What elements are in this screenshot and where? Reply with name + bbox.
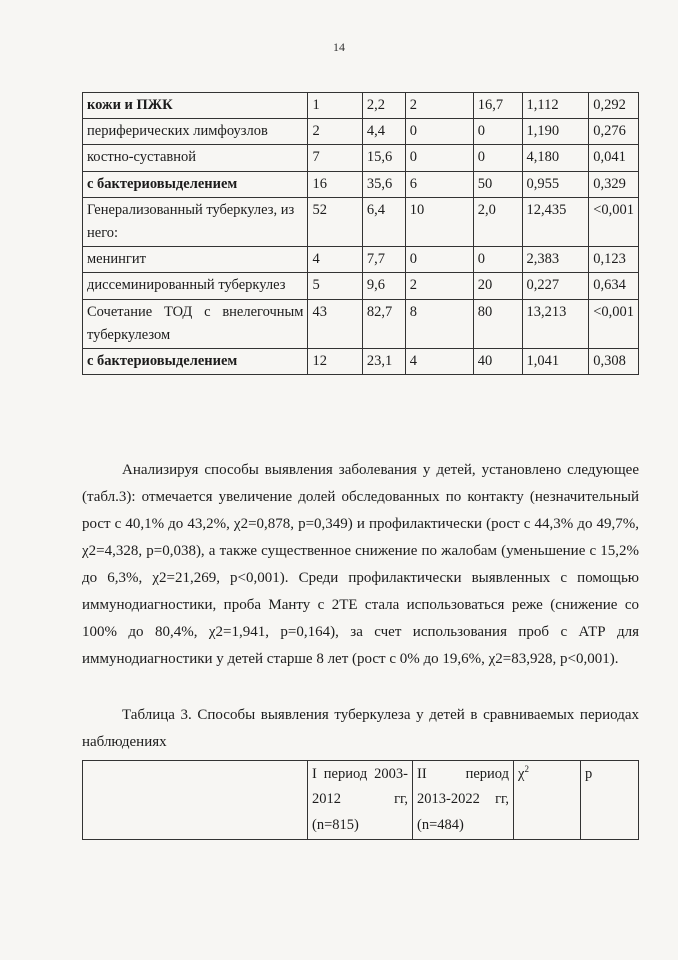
row-value-c1: 2 <box>308 119 362 145</box>
table-row <box>83 247 639 273</box>
row-value-c3: 0 <box>405 145 473 171</box>
row-label: диссеминированный туберкулез <box>83 273 308 299</box>
row-value-c2: 82,7 <box>362 299 405 348</box>
row-value-c3: 8 <box>405 299 473 348</box>
row-value-c3: 10 <box>405 197 473 246</box>
row-value-c1: 43 <box>308 299 362 348</box>
caption-text: Таблица 3. Способы выявления туберкулеза у детей в сравниваемых периодах наблюдениях <box>82 707 639 750</box>
table-3-chi-square <box>514 761 581 840</box>
chi-superscript: 2 <box>524 764 529 775</box>
row-label: Сочетание ТОД с внелегочным туберкулезом <box>83 299 308 348</box>
row-value-c5: 1,041 <box>522 348 589 374</box>
table-row <box>83 348 639 374</box>
row-value-c4: 2,0 <box>473 197 522 246</box>
row-value-c6: 0,041 <box>589 145 639 171</box>
row-value-c1: 1 <box>308 93 362 119</box>
row-value-c5: 1,190 <box>522 119 589 145</box>
row-value-c1: 16 <box>308 171 362 197</box>
table-row <box>83 171 639 197</box>
table-3-header-row <box>83 761 639 840</box>
row-value-c3: 2 <box>405 93 473 119</box>
row-value-c6: 0,634 <box>589 273 639 299</box>
table-3-p: p <box>581 761 639 840</box>
row-value-c3: 2 <box>405 273 473 299</box>
row-value-c2: 23,1 <box>362 348 405 374</box>
row-label: с бактериовыделением <box>83 348 308 374</box>
row-label: кожи и ПЖК <box>83 93 308 119</box>
row-value-c4: 80 <box>473 299 522 348</box>
table-row <box>83 299 639 348</box>
row-value-c4: 40 <box>473 348 522 374</box>
table-caption <box>82 702 639 756</box>
row-value-c1: 12 <box>308 348 362 374</box>
row-value-c6: <0,001 <box>589 197 639 246</box>
row-value-c4: 20 <box>473 273 522 299</box>
row-value-c3: 4 <box>405 348 473 374</box>
row-value-c6: 0,276 <box>589 119 639 145</box>
row-value-c6: 0,308 <box>589 348 639 374</box>
data-table <box>82 92 639 375</box>
row-value-c2: 9,6 <box>362 273 405 299</box>
row-value-c2: 2,2 <box>362 93 405 119</box>
table-row <box>83 93 639 119</box>
row-value-c4: 0 <box>473 145 522 171</box>
row-value-c4: 0 <box>473 119 522 145</box>
row-value-c5: 0,955 <box>522 171 589 197</box>
table-row <box>83 197 639 246</box>
row-value-c5: 0,227 <box>522 273 589 299</box>
row-value-c5: 13,213 <box>522 299 589 348</box>
row-value-c6: 0,329 <box>589 171 639 197</box>
row-value-c6: 0,123 <box>589 247 639 273</box>
row-value-c6: 0,292 <box>589 93 639 119</box>
table-3-empty-cell <box>83 761 308 840</box>
row-value-c2: 15,6 <box>362 145 405 171</box>
table-row <box>83 145 639 171</box>
row-value-c4: 0 <box>473 247 522 273</box>
row-value-c2: 35,6 <box>362 171 405 197</box>
row-value-c5: 1,112 <box>522 93 589 119</box>
chi-symbol: χ <box>518 766 525 782</box>
row-label: периферических лимфоузлов <box>83 119 308 145</box>
row-value-c5: 12,435 <box>522 197 589 246</box>
row-label: менингит <box>83 247 308 273</box>
row-label: Генерализованный туберкулез, из него: <box>83 197 308 246</box>
row-value-c6: <0,001 <box>589 299 639 348</box>
row-value-c3: 0 <box>405 119 473 145</box>
row-value-c5: 4,180 <box>522 145 589 171</box>
body-paragraph <box>82 457 639 673</box>
row-value-c2: 6,4 <box>362 197 405 246</box>
table-3 <box>82 760 639 840</box>
row-value-c5: 2,383 <box>522 247 589 273</box>
row-value-c1: 7 <box>308 145 362 171</box>
row-value-c4: 50 <box>473 171 522 197</box>
row-value-c2: 4,4 <box>362 119 405 145</box>
row-label: костно-суставной <box>83 145 308 171</box>
row-value-c2: 7,7 <box>362 247 405 273</box>
table-3-period-1: I период 2003-2012 гг, (n=815) <box>308 761 413 840</box>
row-label: с бактериовыделением <box>83 171 308 197</box>
table-row <box>83 119 639 145</box>
table-row <box>83 273 639 299</box>
row-value-c1: 52 <box>308 197 362 246</box>
table-3-period-2: II период 2013-2022 гг, (n=484) <box>413 761 514 840</box>
row-value-c1: 4 <box>308 247 362 273</box>
row-value-c3: 6 <box>405 171 473 197</box>
page-number: 14 <box>333 40 345 54</box>
paragraph-text: Анализируя способы выявления заболевания у детей, установлено следующее (табл.3): отмечается увеличение долей обследованных по контакту (незначительный рост с 40,1% до 43,2%, χ2=0,878, p=0,349) и профилактически (рост с 44,3% до 49,7%, χ2=4,328, p=0,038), а также существенное снижение по жалобам (уменьшение с 15,2% до 6,3%, χ2=21,269, p<0,001). Среди профилактически выявленных с помощью иммунодиагностики, проба Манту с 2ТЕ стала использоваться реже (снижение со 100% до 80,4%, χ2=1,941, p=0,164), за счет использования проб с АТР для иммунодиагностики у детей старше 8 лет (рост с 0% до 19,6%, χ2=83,928, p<0,001). <box>82 462 639 667</box>
row-value-c3: 0 <box>405 247 473 273</box>
row-value-c4: 16,7 <box>473 93 522 119</box>
row-value-c1: 5 <box>308 273 362 299</box>
